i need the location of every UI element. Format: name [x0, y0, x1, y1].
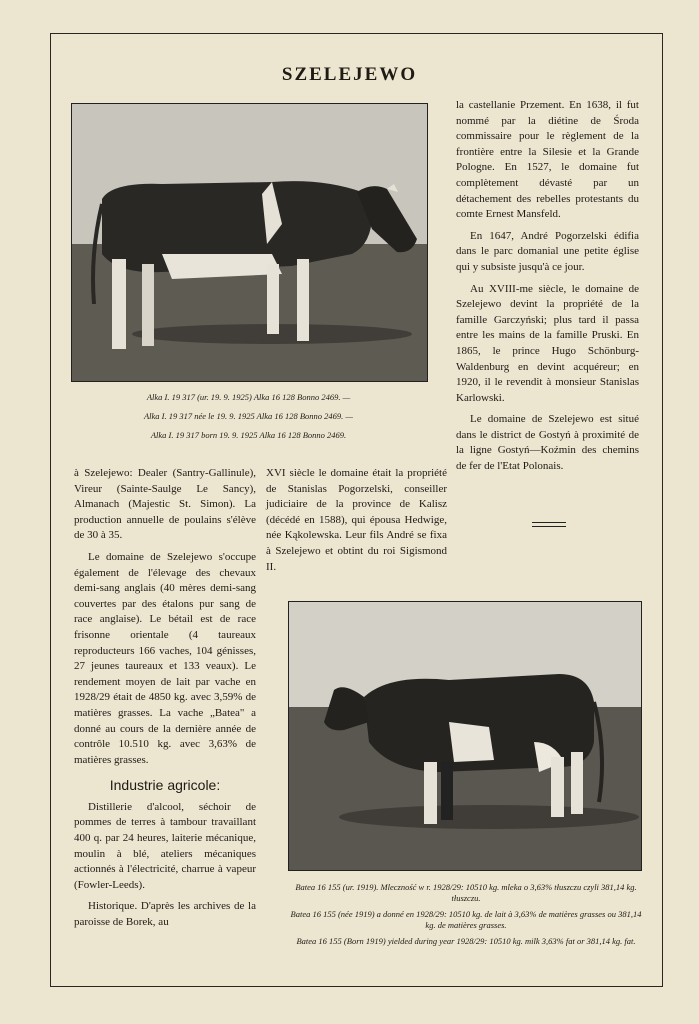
caption-polish: Batea 16 155 (ur. 1919). Mleczność w r. 1928/29: 10510 kg. mleka o 3,63% tłuszczu czyli 381,14 kg. tłuszczu. [295, 882, 637, 903]
cow-illustration [289, 602, 641, 870]
paragraph: En 1647, André Pogorzelski édifia dans le parc domanial une petite église qui y subsiste jusqu'à ce jour. [456, 229, 639, 273]
cow-photo-alka [71, 103, 428, 382]
paragraph: Historique. D'après les archives de la paroisse de Borek, au [74, 900, 256, 929]
cow-photo-batea [288, 601, 642, 871]
paragraph: Au XVIII-me siècle, le domaine de Szelejewo devint la propriété de la famille Garczyński; plus tard il passa entre les mains de la famille Pruski. En 1865, le prince Hugo Schönburg-Waldenburg en devint acquéreur; en 1920, il le revendit à monsieur Stanislas Karlowski. [456, 282, 639, 404]
paragraph: à Szelejewo: Dealer (Santry-Gallinule), Vireur (Sainte-Saulge Le Sancy), Almanach (Majestic St. Simon). La production annuelle de poulains s'élève de 30 à 35. [74, 467, 256, 542]
page-title: SZELEJEWO [281, 64, 418, 85]
caption-french: Batea 16 155 (née 1919) a donné en 1928/29: 10510 kg. de lait à 3,63% de matières grasses ou 381,14 kg. de matières grasses. [290, 909, 642, 930]
caption-english: Batea 16 155 (Born 1919) yielded during year 1928/29: 10510 kg. milk 3,63% fat or 381,14 kg. fat. [296, 936, 636, 946]
photo2-captions [288, 882, 644, 952]
section-divider [532, 522, 566, 527]
right-column [456, 98, 639, 481]
cow-illustration [72, 104, 427, 381]
paragraph: la castellanie Przement. En 1638, il fut nommé par la diétine de Środa commissaire pour le règlement de la frontière entre la Silesie et la Grande Pologne. En 1527, le domaine fut complètement dévasté par un détachement des rebelles protestants du comte Ernest Mansfeld. [456, 99, 639, 221]
caption-polish: Alka I. 19 317 (ur. 19. 9. 1925) Alka 16 128 Bonno 2469. — [146, 392, 351, 402]
section-heading: Industrie agricole: [109, 777, 221, 794]
paragraph: Le domaine de Szelejewo est situé dans le district de Gostyń à proximité de la ligne Gostyń—Koźmin des chemins de fer de l'Etat Polonais. [456, 413, 639, 473]
left-column [74, 466, 256, 937]
paragraph: XVI siècle le domaine était la propriété de Stanislas Pogorzelski, conseiller judiciaire de la province de Kalisz (décédé en 1588), qui épousa Hedwige, née Kąkolewska. Leur fils André se fixa à Szelejewo et obtint du roi Sigismond II. [266, 467, 447, 573]
paragraph: Distillerie d'alcool, séchoir de pommes de terres à tambour travaillant 400 q. par 24 heures, laiterie mécanique, moulin à blé, ateliers mécaniques actionnés à l'électricité, charrue à vapeur (Fowler-Leeds). [74, 800, 256, 891]
caption-french: Alka I. 19 317 née le 19. 9. 1925 Alka 16 128 Bonno 2469. — [143, 411, 353, 421]
photo1-captions [71, 388, 426, 445]
caption-english: Alka I. 19 317 born 19. 9. 1925 Alka 16 128 Bonno 2469. [150, 430, 347, 440]
middle-column [266, 466, 447, 581]
paragraph: Le domaine de Szelejewo s'occupe également de l'élevage des chevaux demi-sang anglais (40 mères demi-sang couvertes par des étalons pur sang de race anglaise). Le bétail est de race frisonne orientale (4 taureaux reproducteurs 166 vaches, 104 génisses, 27 jeunes taureaux et 133 veaux). Le rendement moyen de lait par vache en 1928/29 était de 4850 kg. avec 3,59% de matières grasses. La vache „Batea" a donné au cours de la dernière année de contrôle 10.510 kg. avec 3,63% de matières grasses. [74, 550, 256, 766]
